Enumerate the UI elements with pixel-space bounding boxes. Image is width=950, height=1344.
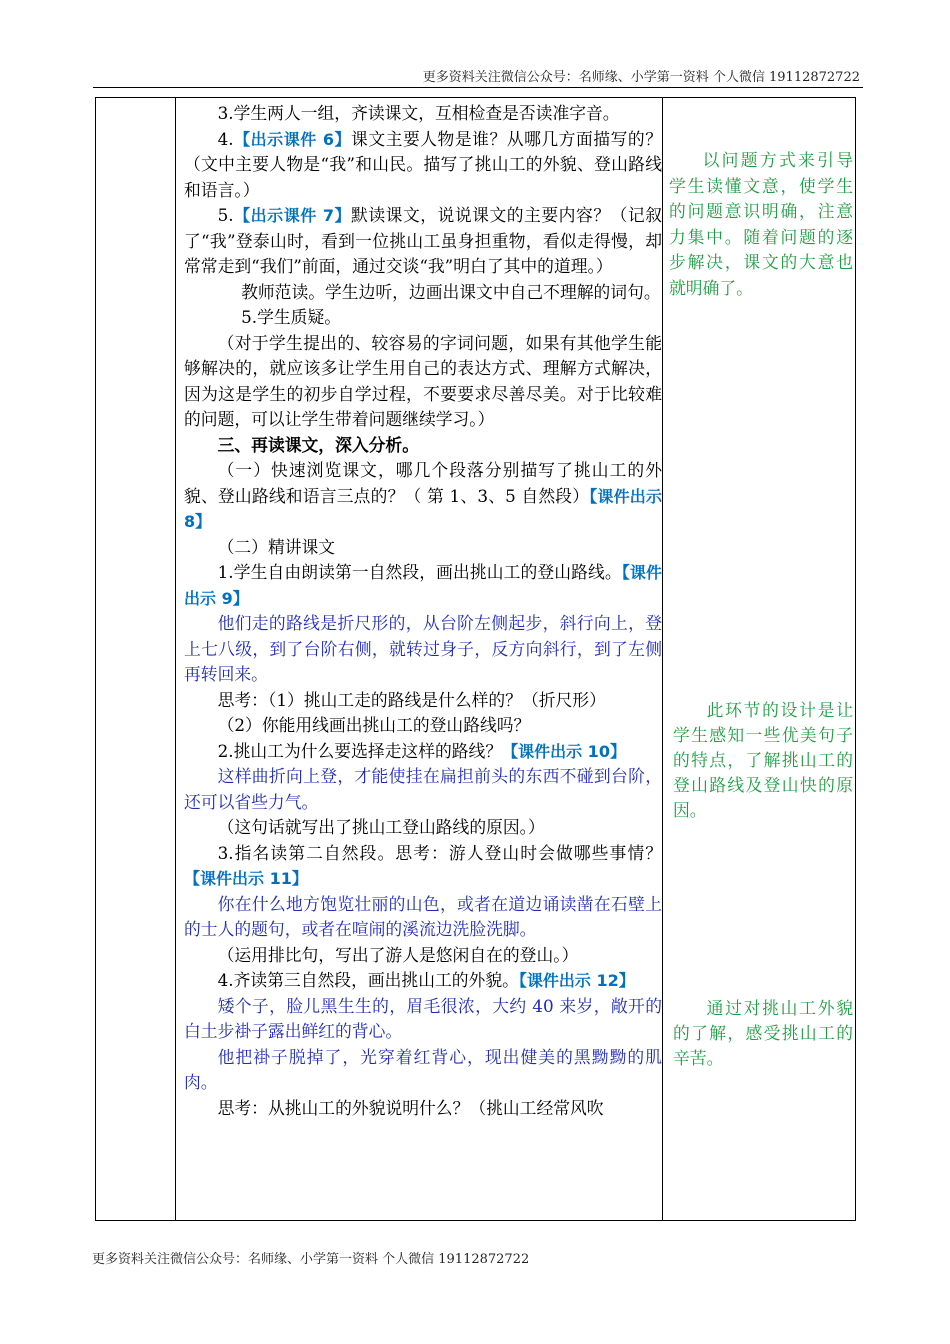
courseware-tag: 【课件出示 12】 xyxy=(518,971,635,990)
design-note-3: 通过对挑山工外貌的了解，感受挑山工的辛苦。 xyxy=(673,998,853,1068)
design-note-2: 此环节的设计是让学生感知一些优美句子的特点，了解挑山工的登山路线及登山快的原因。 xyxy=(673,700,853,820)
step-line: （一）快速浏览课文，哪几个段落分别描写了挑山工的外貌、登山路线和语言三点的？（ 第 1、3、5 自然段）【课件出示 8】 xyxy=(184,460,662,531)
quoted-text: 他把褂子脱掉了，光穿着红背心，现出健美的黑黝黝的肌肉。 xyxy=(184,1046,662,1092)
page-footer: 更多资料关注微信公众号：名师缘、小学第一资料 个人微信 19112872722 xyxy=(92,1252,530,1267)
step-line: （二）精讲课文 xyxy=(217,536,336,557)
step-line: （运用排比句，写出了游人是悠闲自在的登山。） xyxy=(217,944,579,965)
step-line: 5.学生质疑。 xyxy=(241,307,342,327)
quoted-text: 你在什么地方饱览壮丽的山色，或者在道边诵读凿在石壁上的士人的题句，或者在喧闹的溪流边洗脸洗脚。 xyxy=(184,893,662,939)
step-line: 2.挑山工为什么要选择走这样的路线？【课件出示 10】 xyxy=(217,740,626,761)
quoted-text: 他们走的路线是折尺形的，从台阶左侧起步，斜行向上，登上七八级，到了台阶右侧，就转过身子，反方向斜行，到了左侧再转回来。 xyxy=(184,613,662,684)
step-line: （对于学生提出的、较容易的字词问题，如果有其他学生能够解决的，就应该多让学生用自己的表达方式、理解方式解决，因为这是学生的初步自学过程，不要要求尽善尽美。对于比较难的问题，可以让学生带着问题继续学习。） xyxy=(184,332,662,429)
courseware-tag: 【出示课件 7】 xyxy=(233,206,352,225)
step-line: 3.学生两人一组，齐读课文，互相检查是否读准字音。 xyxy=(217,103,620,123)
step-line: （这句话就写出了挑山工登山路线的原因。） xyxy=(217,817,545,837)
header-rule xyxy=(93,87,863,88)
page-header: 更多资料关注微信公众号：名师缘、小学第一资料 个人微信 19112872722 xyxy=(422,70,860,85)
courseware-tag: 【课件出示 9】 xyxy=(184,563,662,608)
courseware-tag: 【课件出示 8】 xyxy=(184,486,662,531)
column-divider-1 xyxy=(175,98,176,1220)
step-line: （2）你能用线画出挑山工的登山路线吗？ xyxy=(217,715,531,735)
step-line: 思考：（1）挑山工走的路线是什么样的？（折尺形） xyxy=(217,689,606,710)
section-heading: 三、再读课文，深入分析。 xyxy=(217,434,419,455)
courseware-tag: 【课件出示 10】 xyxy=(502,741,626,761)
step-line: 4.齐读第三自然段，画出挑山工的外貌。【课件出示 12】 xyxy=(217,970,635,990)
step-line: 教师范读。学生边听，边画出课文中自己不理解的词句。 xyxy=(241,281,661,302)
column-divider-2 xyxy=(662,98,663,1220)
design-note-1: 以问题方式来引导学生读懂文意，使学生的问题意识明确，注意力集中。随着问题的逐步解决，课文的大意也就明确了。 xyxy=(669,150,853,298)
quoted-text: 这样曲折向上登，才能使挂在扁担前头的东西不碰到台阶，还可以省些力气。 xyxy=(184,766,662,812)
quoted-text: 矮个子，脸儿黑生生的，眉毛很浓，大约 40 来岁，敞开的白土步褂子露出鲜红的背心。 xyxy=(184,995,662,1041)
step-line: 4.【出示课件 6】课文主要人物是谁？从哪几方面描写的？（文中主要人物是“我”和山民。描写了挑山工的外貌、登山路线和语言。） xyxy=(184,128,662,200)
lesson-table xyxy=(95,97,856,1221)
step-line: 5.【出示课件 7】默读课文，说说课文的主要内容？（记叙了“我”登泰山时，看到一位挑山工虽身担重物，看似走得慢，却常常走到“我们”前面，通过交谈“我”明白了其中的道理。） xyxy=(184,205,662,276)
step-line: 思考：从挑山工的外貌说明什么？（挑山工经常风吹 xyxy=(217,1097,604,1118)
step-line: 1.学生自由朗读第一自然段，画出挑山工的登山路线。【课件出示 9】 xyxy=(184,562,662,608)
courseware-tag: 【出示课件 6】 xyxy=(233,129,352,149)
courseware-tag: 【课件出示 11】 xyxy=(184,869,308,888)
step-line: 3.指名读第二自然段。思考：游人登山时会做哪些事情？【课件出示 11】 xyxy=(184,842,662,888)
teaching-process-cell xyxy=(184,101,662,1121)
